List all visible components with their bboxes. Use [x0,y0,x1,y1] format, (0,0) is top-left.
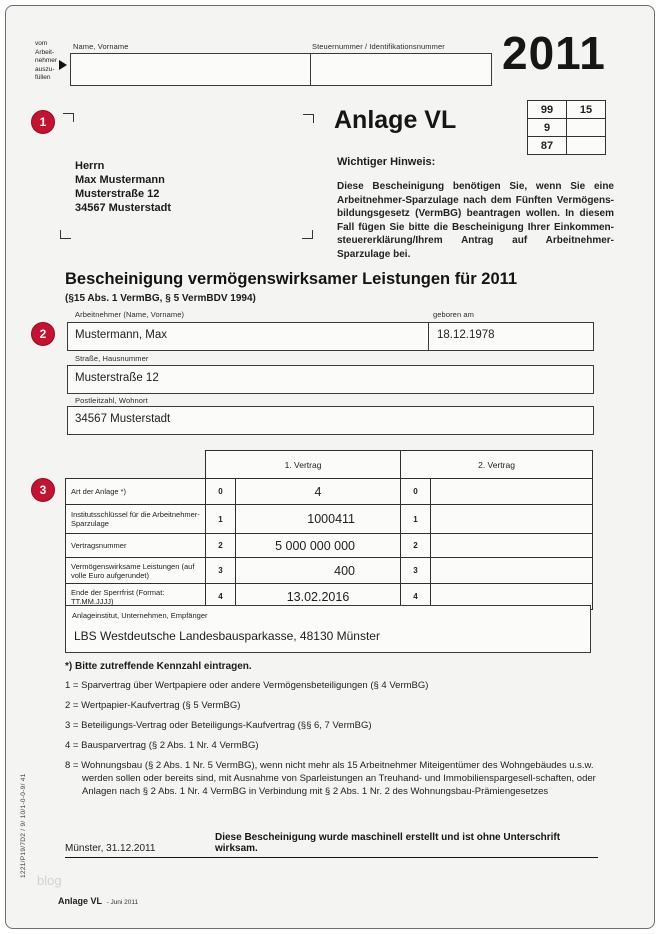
footer-form-name [58,891,138,909]
tax-number-label: Steuernummer / Identifikationsnummer [312,42,445,51]
row-code: 0 [206,479,236,505]
recipient-address [75,159,171,215]
filler-note-line: füllen [35,74,51,81]
corner-mark-icon [60,230,71,239]
row-label: Institutsschlüssel für die Arbeitnehmer- Sparzulage [66,505,206,534]
contracts-table [65,450,593,610]
institute-label: Anlageinstitut, Unternehmen, Empfänger [72,611,208,620]
employee-born-box[interactable] [67,322,594,351]
row-code: 1 [401,505,431,534]
row-code: 3 [206,558,236,584]
footnote-heading: *) Bitte zutreffende Kennzahl eintragen. [65,661,252,672]
code-cell: 87 [528,137,567,155]
employee-input[interactable]: Mustermann, Max [75,329,168,341]
row-code: 1 [206,505,236,534]
footnote-item: 3 = Beteiligungs-Vertrag oder Beteiligungs-Kaufvertrag (§§ 6, 7 VermBG) [65,720,372,731]
row-label: Vertragsnummer [66,534,206,558]
tax-number-input[interactable] [312,54,319,60]
hint-text: Diese Bescheinigung benötigen Sie, wenn Sie eine Arbeitnehmer-Sparzulage nach dem Fünften Vermögens-bildungsgesetz (VermBG) beantragen wollen. In diesem Fall fügen Sie bitte die Bescheinigung Ihrer Einkommen-steuererklärung/Ihrem Antrag auf Arbeitnehmer-Sparzulage bei. [337,181,614,260]
watermark: blog [37,873,62,888]
institute-input[interactable]: LBS Westdeutsche Landesbausparkasse, 48130 Münster [74,629,380,643]
row-code: 4 [401,584,431,610]
contract2-value-cell[interactable] [431,558,593,584]
street-label: Straße, Hausnummer [75,354,149,363]
contract1-header: 1. Vertrag [206,451,401,479]
anlage-title: Anlage VL [334,106,457,134]
address-line: Musterstraße 12 [75,188,160,200]
address-line: Max Mustermann [75,174,165,186]
filler-note-line: Arbeit- [35,48,55,56]
name-field-label: Name, Vorname [73,42,129,51]
born-input[interactable]: 18.12.1978 [437,329,495,341]
footnote-item: 2 = Wertpapier-Kaufvertrag (§ 5 VermBG) [65,700,241,711]
filler-note-line: nehmer [35,57,58,64]
contract2-value-cell[interactable] [431,505,593,534]
filler-note-line: auszu- [35,65,55,73]
form-year: 2011 [502,27,606,79]
address-line: 34567 Musterstadt [75,202,171,214]
code-cell [567,119,606,137]
contract2-value-cell[interactable] [431,479,593,505]
form-side-code: 1221/P19/7D2 / 9/ 10/1-0-0-9/ 41 [20,773,27,878]
contract1-value-cell[interactable]: 1000411 [236,505,401,534]
contract1-value-cell[interactable]: 13.02.2016 [236,584,401,610]
row-code: 2 [401,534,431,558]
contract1-value-cell[interactable]: 4 [236,479,401,505]
name-input[interactable] [71,54,78,60]
certificate-subtitle: (§15 Abs. 1 VermBG, § 5 VermBDV 1994) [65,293,256,304]
employee-label: Arbeitnehmer (Name, Vorname) [75,310,185,319]
city-box[interactable] [67,406,594,435]
street-input[interactable]: Musterstraße 12 [75,372,159,384]
table-header-spacer [66,451,206,479]
arrow-right-icon [59,60,67,70]
row-code: 4 [206,584,236,610]
contract1-value-cell[interactable]: 5 000 000 000 [236,534,401,558]
row-label: Vermögenswirksame Leistungen (auf volle Euro aufgerundet) [66,558,206,584]
row-code: 2 [206,534,236,558]
place-date: Münster, 31.12.2011 [65,843,156,854]
office-code-grid [527,100,606,155]
footnote-item: 8 = Wohnungsbau (§ 2 Abs. 1 Nr. 5 VermBG), wenn nicht mehr als 15 Arbeitnehmer Miteigentümer des Wohngebäudes u.s.w. werden sollen oder bereits sind, mit Ausnahme von Sparleistungen an Treuhand- und Immobilienspargesell-schaften, oder Anlagen nach § 2 Abs. 1 Nr. 4 VermBG in Verbindung mit § 2 Abs. 1 Nr. 2 des Wohnungsbau-Prämiengesetzes [65,760,596,797]
contract2-value-cell[interactable] [431,534,593,558]
signature-row [65,832,598,858]
row-code: 0 [401,479,431,505]
certificate-title: Bescheinigung vermögenswirksamer Leistungen für 2011 [65,270,518,288]
footnote-list [65,679,610,798]
hint-title: Wichtiger Hinweis: [337,156,436,168]
name-tax-input-box[interactable] [70,53,492,86]
corner-mark-icon [302,230,313,239]
footer-form-title: Anlage VL [58,896,103,906]
corner-mark-icon [303,114,314,123]
contract1-value-cell[interactable]: 400 [236,558,401,584]
row-label: Art der Anlage *) [66,479,206,505]
row-label: Ende der Sperrfrist (Format: TT.MM.JJJJ) [66,584,206,610]
code-cell [567,137,606,155]
machine-statement: Diese Bescheinigung wurde maschinell erstellt und ist ohne Unterschrift wirksam. [215,832,561,854]
row-code: 3 [401,558,431,584]
contract2-header: 2. Vertrag [401,451,593,479]
marker-1: 1 [31,110,55,134]
footnote-item: 1 = Sparvertrag über Wertpapiere oder andere Vermögensbeteiligungen (§ 4 VermBG) [65,680,429,691]
corner-mark-icon [63,113,74,122]
street-box[interactable] [67,365,594,394]
city-label: Postleitzahl, Wohnort [75,396,148,405]
code-cell: 99 [528,101,567,119]
filler-note [35,40,57,83]
code-cell: 15 [567,101,606,119]
footnote-item: 4 = Bausparvertrag (§ 2 Abs. 1 Nr. 4 VermBG) [65,740,259,751]
filler-note-line: vom [35,40,48,47]
marker-2: 2 [31,322,55,346]
city-input[interactable]: 34567 Musterstadt [75,413,171,425]
address-line: Herrn [75,160,105,172]
born-label: geboren am [433,310,475,319]
institute-box[interactable] [65,605,591,653]
marker-3: 3 [31,478,55,502]
footer-edition: - Juni 2011 [106,899,139,906]
code-cell: 9 [528,119,567,137]
